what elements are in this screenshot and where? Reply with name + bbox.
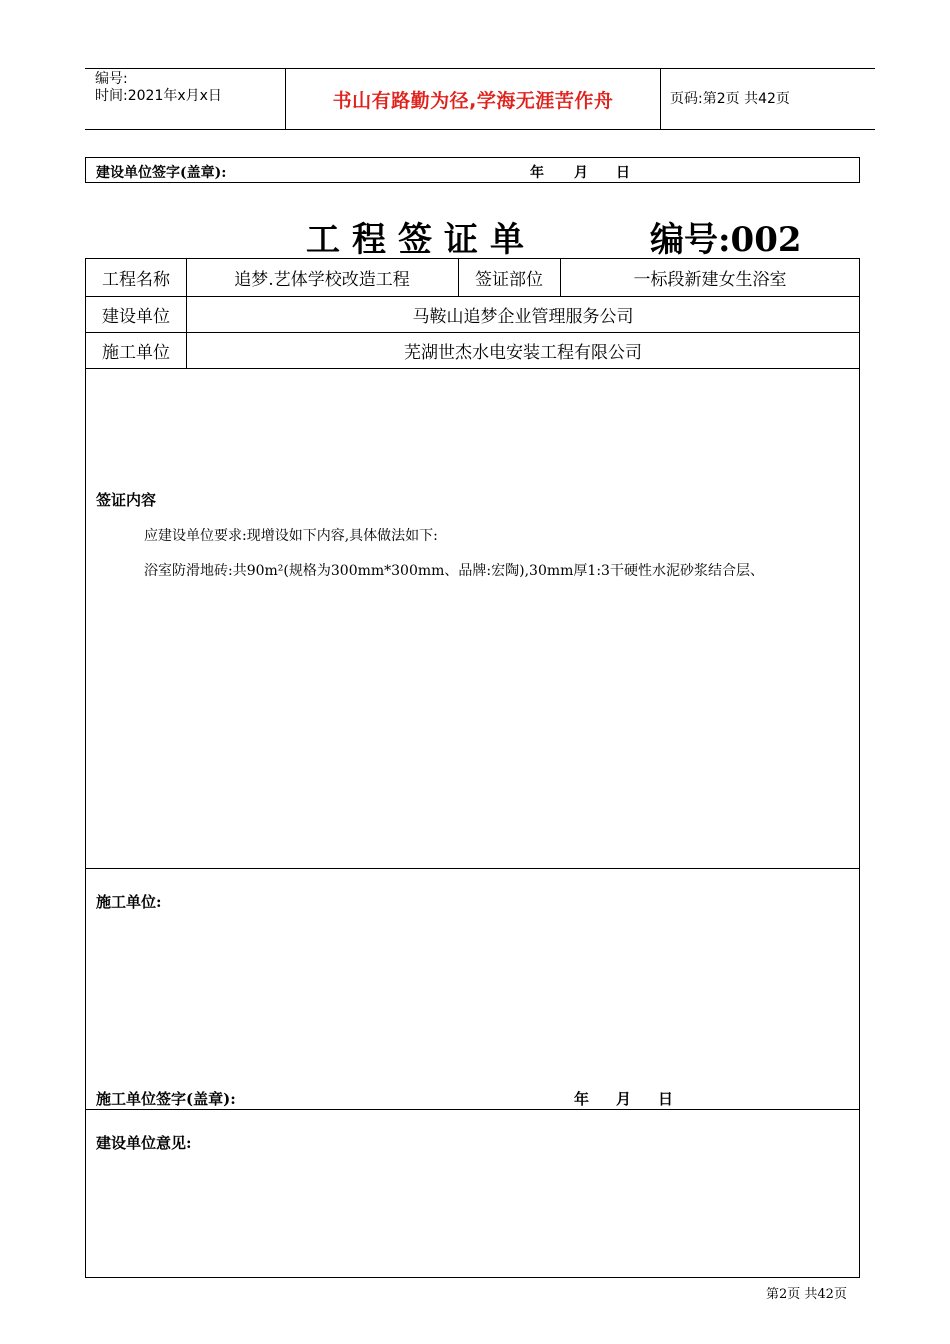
owner-sign-year: 年 bbox=[530, 165, 544, 181]
site-value: 一标段新建女生浴室 bbox=[633, 270, 787, 290]
owner-sign-label: 建设单位签字(盖章): bbox=[96, 165, 227, 181]
contractor-value: 芜湖世杰水电安装工程有限公司 bbox=[404, 342, 642, 363]
page-info-cell bbox=[660, 69, 875, 129]
header-meta bbox=[85, 69, 285, 129]
contractor-sign-day: 日 bbox=[658, 1090, 674, 1108]
contractor-sign-month: 月 bbox=[616, 1090, 632, 1108]
contractor-sign-label: 施工单位签字(盖章): bbox=[96, 1090, 236, 1108]
content-line-2: 浴室防滑地砖:共90m²(规格为300mm*300mm、品牌:宏陶),30mm厚1:3干硬性水泥砂浆结合层、 bbox=[144, 563, 764, 579]
row-divider bbox=[86, 1109, 859, 1110]
page-header bbox=[85, 68, 875, 130]
row-divider bbox=[86, 368, 859, 369]
owner-label: 建设单位 bbox=[102, 306, 170, 327]
page-info: 页码:第2页 共42页 bbox=[670, 91, 790, 107]
site-label: 签证部位 bbox=[475, 270, 543, 290]
owner-opinion-label: 建设单位意见: bbox=[96, 1134, 192, 1152]
content-line-1: 应建设单位要求:现增设如下内容,具体做法如下: bbox=[144, 528, 438, 544]
motto: 书山有路勤为径,学海无涯苦作舟 bbox=[332, 89, 614, 112]
owner-value: 马鞍山追梦企业管理服务公司 bbox=[412, 306, 634, 327]
contractor-sign-year: 年 bbox=[574, 1090, 590, 1108]
contractor-section-label: 施工单位: bbox=[96, 893, 162, 911]
owner-sign-month: 月 bbox=[574, 165, 588, 181]
document-number: 编号:002 bbox=[650, 220, 802, 260]
time-label: 时间:2021年x月x日 bbox=[95, 88, 222, 104]
project-name-label: 工程名称 bbox=[102, 270, 170, 290]
content-label: 签证内容 bbox=[96, 491, 157, 509]
document-title: 工程签证单 bbox=[306, 220, 536, 260]
contractor-label: 施工单位 bbox=[102, 342, 170, 363]
code-label: 编号: bbox=[95, 71, 128, 87]
owner-sign-box bbox=[85, 157, 860, 183]
visa-form bbox=[85, 258, 860, 1278]
motto-cell bbox=[285, 69, 661, 129]
project-name: 追梦.艺体学校改造工程 bbox=[234, 270, 410, 290]
page-footer: 第2页 共42页 bbox=[766, 1287, 847, 1302]
owner-sign-day: 日 bbox=[616, 165, 630, 181]
row-divider bbox=[86, 868, 859, 869]
